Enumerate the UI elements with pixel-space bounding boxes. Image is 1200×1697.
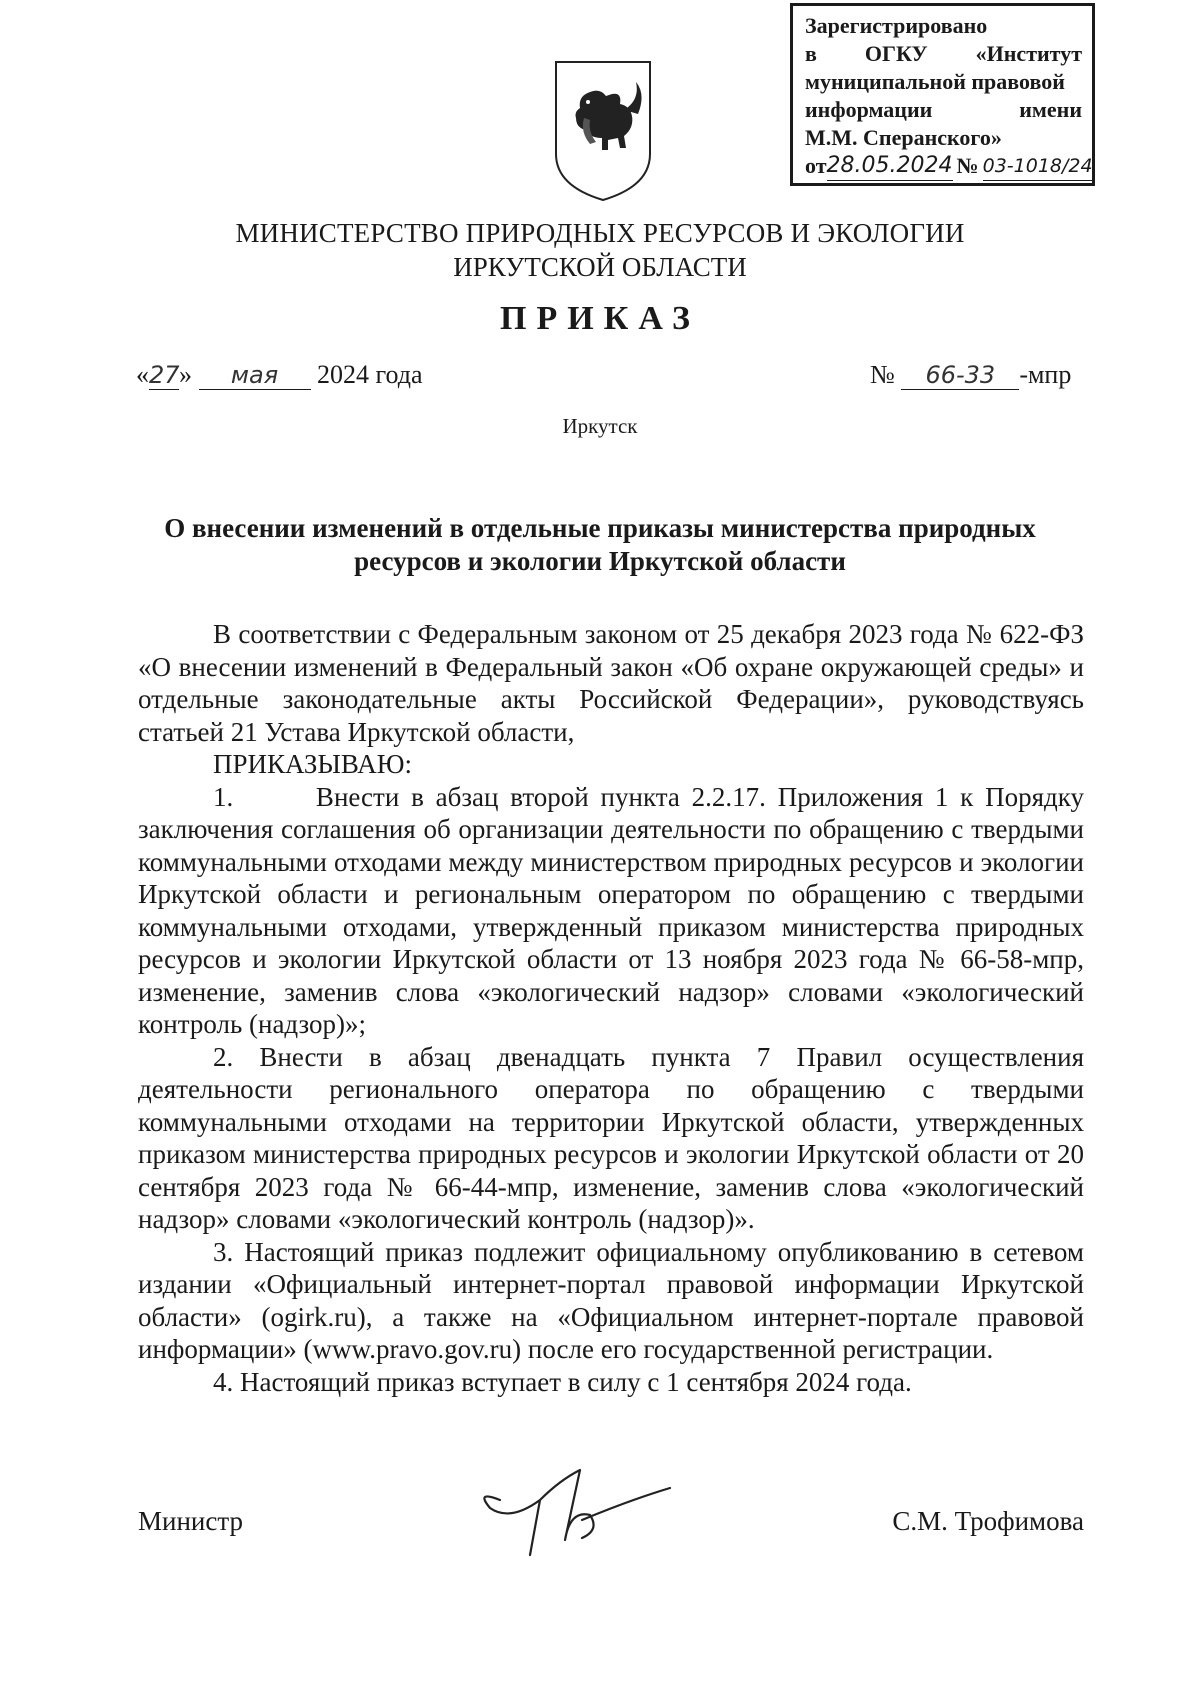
city-name: Иркутск bbox=[562, 414, 638, 438]
stamp-number-prefix: № bbox=[956, 153, 979, 178]
order-number bbox=[870, 360, 1071, 390]
order-word: ПРИКАЗЫВАЮ: bbox=[213, 749, 412, 779]
order-subject: О внесении изменений в отдельные приказы министерства природных ресурсов и экологии Иркутской области bbox=[164, 513, 1036, 576]
stamp-line: «Институт bbox=[975, 41, 1082, 66]
registration-stamp bbox=[790, 3, 1095, 186]
order-date bbox=[136, 360, 423, 390]
stamp-date-value: 28.05.2024 bbox=[827, 152, 953, 181]
order-body bbox=[138, 618, 1084, 1398]
stamp-line: М.М. Сперанского» bbox=[805, 125, 1002, 150]
order-item-3: 3. Настоящий приказ подлежит официальному опубликованию в сетевом издании «Официальный интернет-портал правовой информации Иркутской области» (ogirk.ru), а также на «Официальном интернет-портале правовой информации» (www.pravo.gov.ru) после его государственной регистрации. bbox=[138, 1236, 1084, 1364]
date-month: мая bbox=[199, 361, 311, 390]
coat-of-arms-emblem bbox=[550, 58, 656, 204]
number-prefix: № bbox=[870, 360, 895, 389]
date-open-quote: « bbox=[136, 360, 149, 389]
stamp-line: в bbox=[805, 41, 817, 66]
stamp-date-prefix: от bbox=[805, 153, 827, 178]
signer-name: С.М. Трофимова bbox=[892, 1506, 1084, 1536]
document-type-title: ПРИКАЗ bbox=[500, 300, 700, 337]
ministry-name-line2: ИРКУТСКОЙ ОБЛАСТИ bbox=[453, 252, 747, 282]
preamble-paragraph: В соответствии с Федеральным законом от 25 декабря 2023 года № 622-ФЗ «О внесении изменений в Федеральный закон «Об охране окружающей среды» и отдельные законодательные акты Российской Федерации», руководствуясь статьей 21 Устава Иркутской области, bbox=[138, 619, 1084, 747]
stamp-number-value: 03-1018/24 bbox=[983, 152, 1093, 181]
stamp-line: Зарегистрировано bbox=[805, 13, 988, 38]
number-value: 66-33 bbox=[901, 361, 1019, 390]
date-close-quote: » bbox=[179, 360, 192, 389]
date-day: 27 bbox=[149, 361, 180, 389]
ministry-name-line1: МИНИСТЕРСТВО ПРИРОДНЫХ РЕСУРСОВ И ЭКОЛОГИИ bbox=[235, 218, 965, 248]
order-item-4: 4. Настоящий приказ вступает в силу с 1 сентября 2024 года. bbox=[213, 1366, 912, 1397]
signer-role: Министр bbox=[138, 1506, 243, 1536]
order-item-2: 2. Внести в абзац двенадцать пункта 7 Правил осуществления деятельности регионального оператора по обращению с твердыми коммунальными отходами на территории Иркутской области, утвержденных приказом министерства природных ресурсов и экологии Иркутской области от 20 сентября 2023 года № 66-44-мпр, изменение, заменив слова «экологический надзор» словами «экологический контроль (надзор)». bbox=[138, 1041, 1084, 1234]
stamp-line: муниципальной правовой bbox=[805, 69, 1065, 94]
stamp-line: имени bbox=[1019, 97, 1082, 122]
stamp-line: ОГКУ bbox=[864, 41, 928, 66]
number-suffix: -мпр bbox=[1019, 360, 1072, 389]
handwritten-signature bbox=[470, 1460, 690, 1570]
stamp-line: информации bbox=[805, 97, 933, 122]
date-year: 2024 года bbox=[317, 360, 423, 389]
order-item-1: 1. Внести в абзац второй пункта 2.2.17. Приложения 1 к Порядку заключения соглашения об организации деятельности по обращению с твердыми коммунальными отходами между министерством природных ресурсов и экологии Иркутской области и региональным оператором по обращению с твердыми коммунальными отходами, утвержденный приказом министерства природных ресурсов и экологии Иркутской области от 13 ноября 2023 года № 66-58-мпр, изменение, заменив слова «экологический надзор» словами «экологический контроль (надзор)»; bbox=[138, 781, 1084, 1039]
